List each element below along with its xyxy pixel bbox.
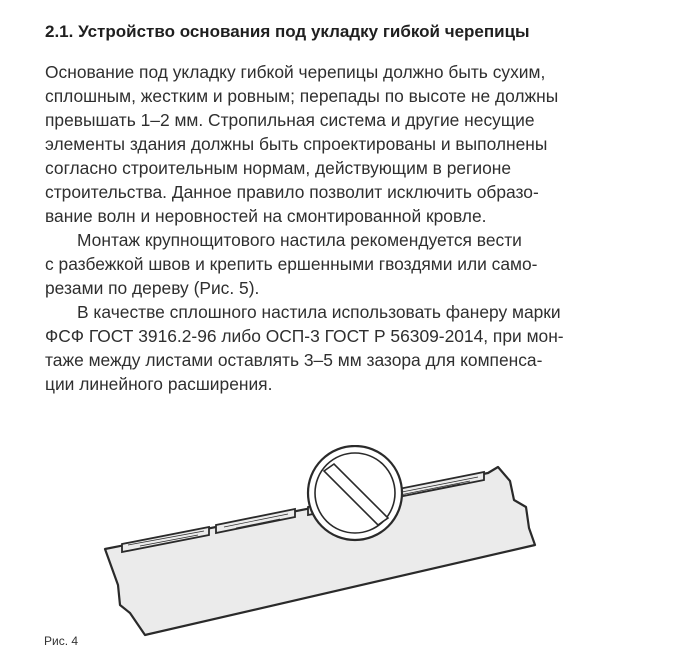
text-line: строительства. Данное правило позволит исключить образо- (45, 182, 539, 202)
text-line: с разбежкой швов и крепить ершенными гвоздями или само- (45, 254, 538, 274)
text-line: Монтаж крупнощитового настила рекомендуется вести (77, 230, 522, 250)
text-line: сплошным, жестким и ровным; перепады по высоте не должны (45, 86, 559, 106)
prohibited-circle-icon (308, 446, 402, 540)
text-line: согласно строительным нормам, действующим в регионе (45, 158, 512, 178)
figure-caption: Рис. 4 (44, 634, 79, 648)
roof-deck-figure (100, 445, 540, 640)
body-text (45, 60, 645, 396)
paragraph-3 (45, 300, 645, 396)
text-line: Основание под укладку гибкой черепицы должно быть сухим, (45, 62, 546, 82)
section-heading: 2.1. Устройство основания под укладку гибкой черепицы (45, 22, 530, 41)
text-line: элементы здания должны быть спроектированы и выполнены (45, 134, 548, 154)
paragraph-2 (45, 228, 645, 300)
text-line: резами по дереву (Рис. 5). (45, 278, 260, 298)
text-line: В качестве сплошного настила использовать фанеру марки (77, 302, 561, 322)
text-line: превышать 1–2 мм. Стропильная система и другие несущие (45, 110, 535, 130)
text-line: вание волн и неровностей на смонтированной кровле. (45, 206, 487, 226)
text-line: таже между листами оставлять 3–5 мм зазора для компенса- (45, 350, 543, 370)
paragraph-1 (45, 60, 645, 228)
text-line: ФСФ ГОСТ 3916.2-96 либо ОСП-3 ГОСТ Р 56309-2014, при мон- (45, 326, 564, 346)
text-line: ции линейного расширения. (45, 374, 273, 394)
